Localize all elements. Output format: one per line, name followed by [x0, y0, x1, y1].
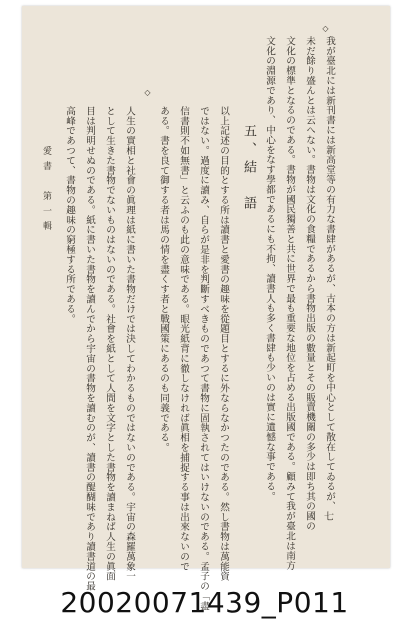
text-column-2: 未だ餘り盛んとは云へない。書物は文化の食糧であるから書物出版の數量とその販賣機關の多少は即ち其の國の — [304, 36, 315, 531]
text-column-1: 我が臺北には新刊書には新高堂等の有力な書肆があるが、古本の方は新起町を中心として散在してゐるが、 — [324, 36, 335, 512]
text-column-11: 目は判明せぬのである。紙に書いた書物を讀んでから宇宙の書物を讀むのが、讀書の醍醐味であり讀書道の最 — [84, 106, 95, 592]
text-column-5: 以上記述の目的とする所は讀書と愛書の趣味を從題目とするに外ならなかつたのである。然し書物は萬能資 — [218, 106, 229, 582]
folio-title: 愛書 第一輯 — [41, 146, 51, 236]
text-column-6: ではない。過度に讀み、自らが是非を判斷すべきものであつて書物に固執されてはいけないのである。孟子の「盡 — [198, 106, 209, 611]
section-heading: 五、結 語 — [241, 124, 256, 214]
text-column-7: 信書則不如無書」と云ふのも此の意味である。眼光紙背に徹しなければ眞相を捕捉する事は出來ないので — [178, 106, 189, 572]
text-column-10: として生きた書物でないものはないのである。社會を紙として人間を文字とした書物を讀まねば人生の眞面 — [104, 106, 115, 582]
text-column-3: 文化の標準となるのである。書物が國民獨善と共に世界で最も重要な地位を占める出版國である。顧みて我が臺北は南方 — [284, 36, 295, 571]
diamond-mark-top: ◇ — [321, 24, 330, 34]
text-column-4: 文化の淵源であり、中心をなす學都であるにも不拘、讀書人も多く書肆も少いのは實に遺憾な事である。 — [264, 36, 275, 502]
diamond-mark-middle: ◇ — [143, 88, 152, 98]
text-column-12: 高峰であつて、書物の趣味の窮極する所である。 — [64, 106, 75, 324]
text-column-8: ある。書を良て御する者は馬の情を盡くす者と戰國策にあるのも同義である。 — [158, 106, 169, 453]
page-number: 七 — [324, 512, 334, 523]
image-id-caption: 20020071439_P011 — [60, 586, 349, 619]
text-column-9: 人生の實相と社會の眞理は紙に書いた書物だけでは決してわかるものではないのである。宇宙の森羅萬象一 — [124, 106, 135, 582]
